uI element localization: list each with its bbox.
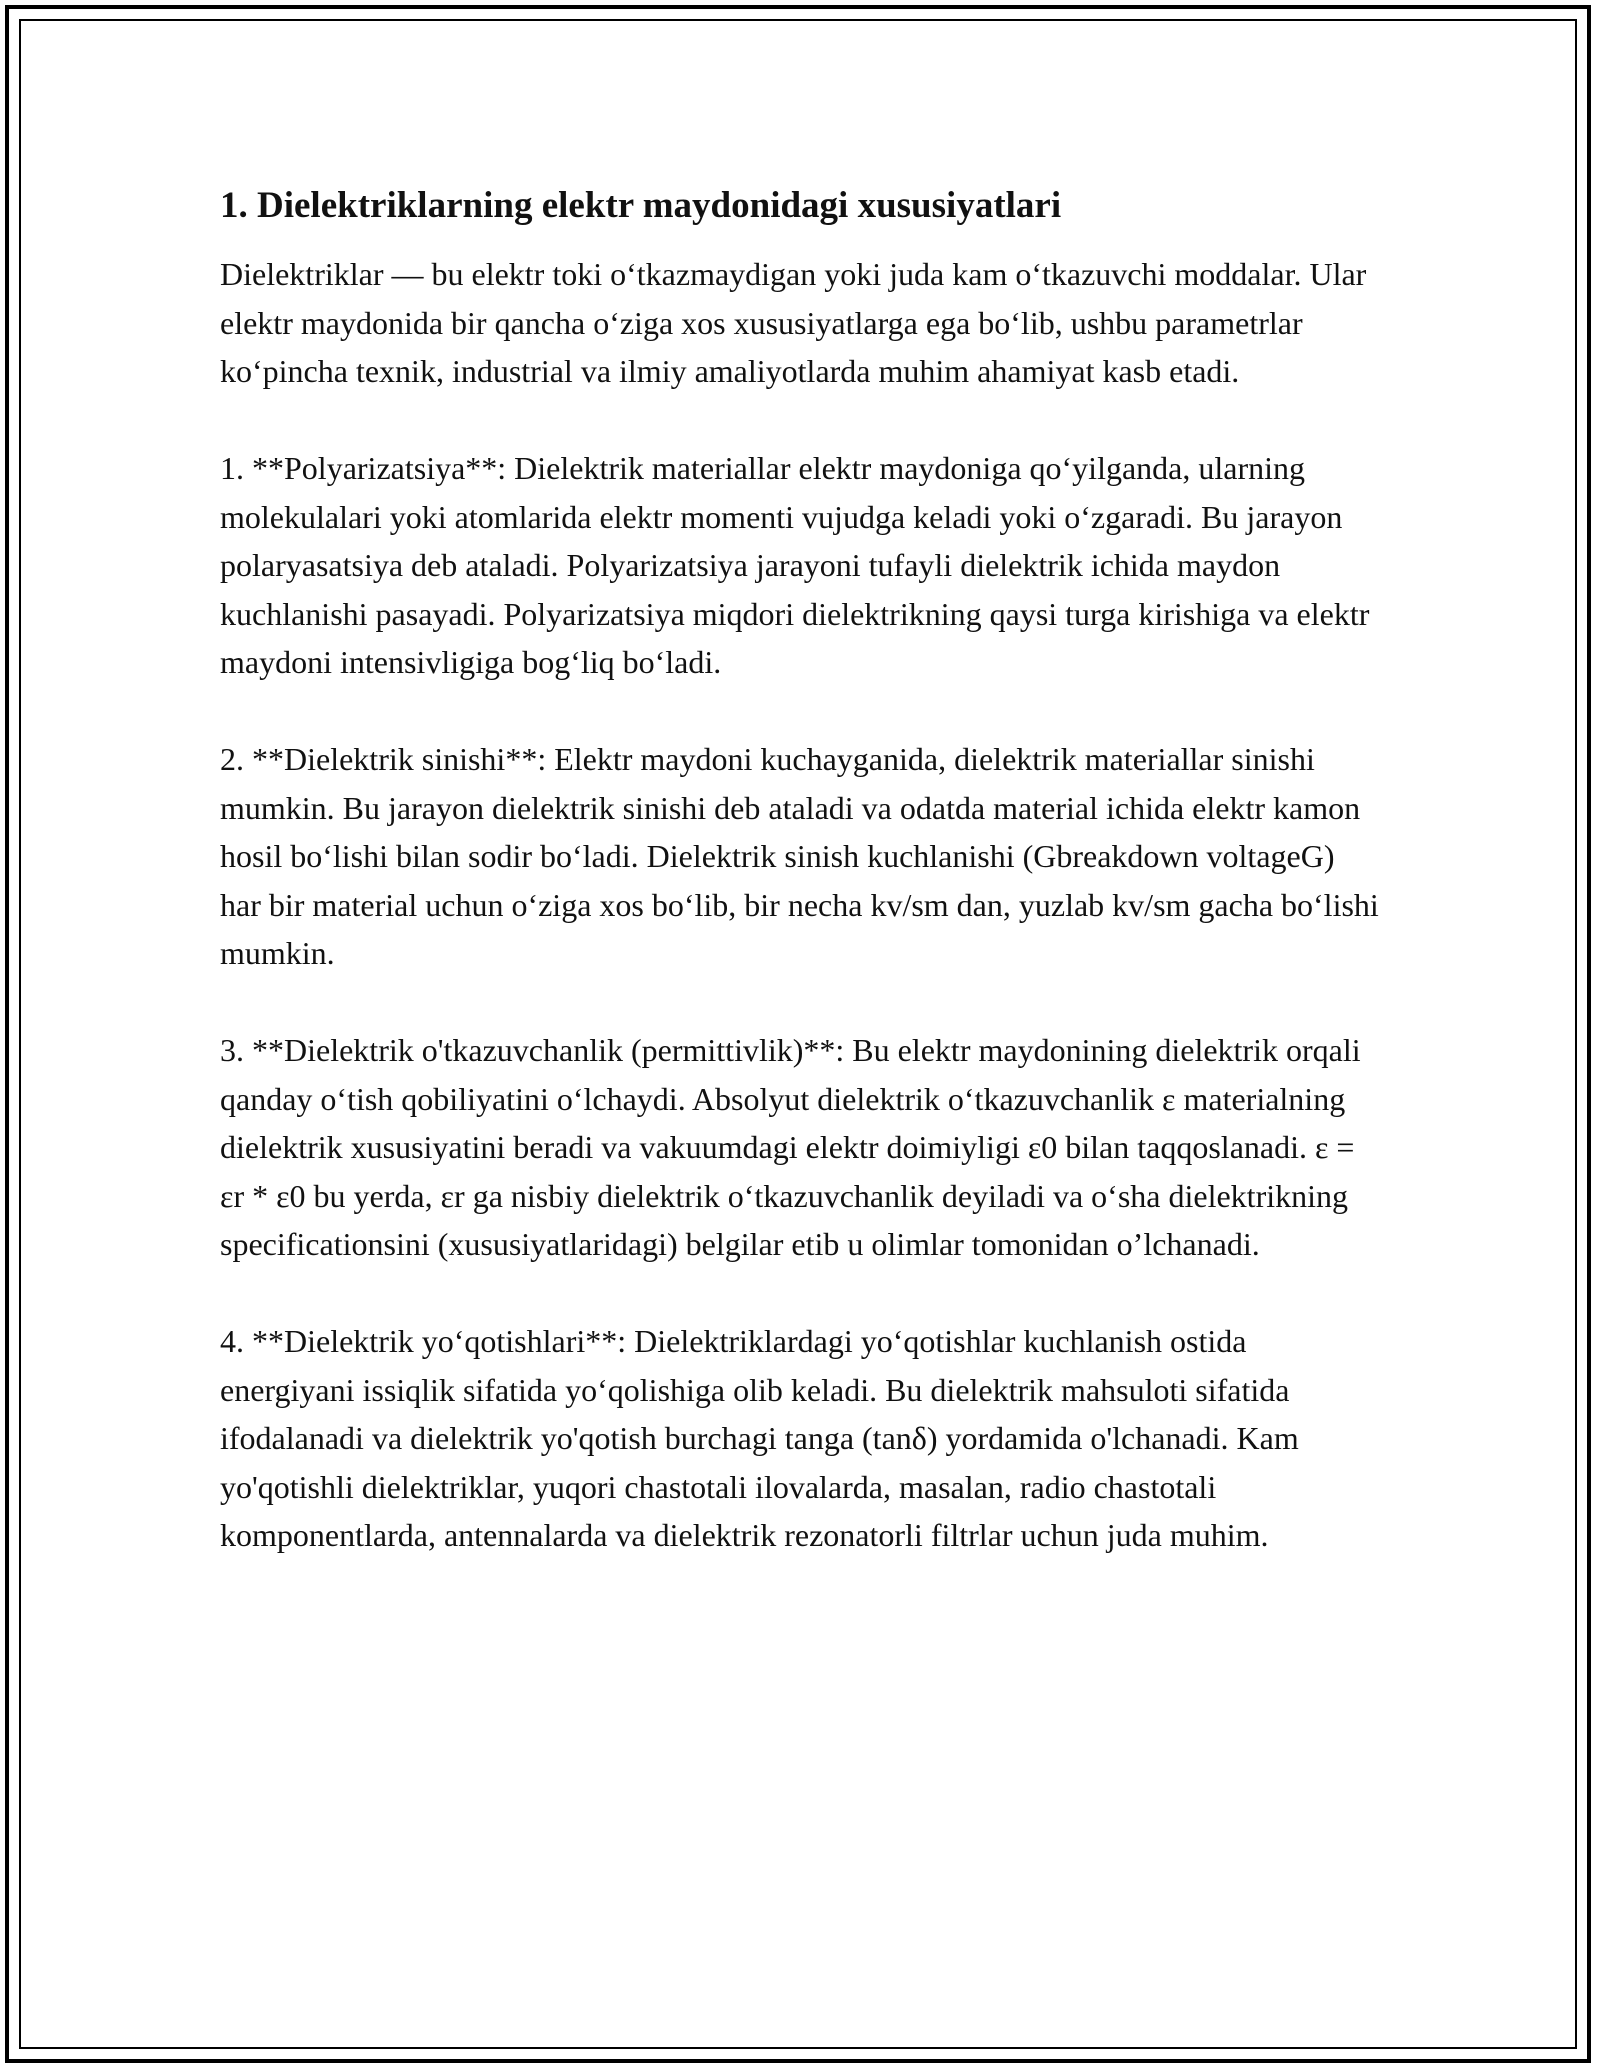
polarization-paragraph: 1. **Polyarizatsiya**: Dielektrik materiallar elektr maydoniga qo‘yilganda, ularning molekulalari yoki atomlarida elektr momenti vujudga keladi yoki o‘zgaradi. Bu jarayon polaryasatsiya deb ataladi. Polyarizatsiya jarayoni tufayli dielektrik ichida maydon kuchlanishi pasayadi. Polyarizatsiya miqdori dielektrikning qaysi turga kirishiga va elektr maydoni intensivligiga bog‘liq bo‘ladi. — [220, 450, 1370, 680]
breakdown-paragraph: 2. **Dielektrik sinishi**: Elektr maydoni kuchayganida, dielektrik materiallar sinishi mumkin. Bu jarayon dielektrik sinishi deb ataladi va odatda material ichida elektr kamon hosil bo‘lishi bilan sodir bo‘ladi. Dielektrik sinish kuchlanishi (Gbreakdown voltageG) har bir material uchun o‘ziga xos bo‘lib, bir necha kv/sm dan, yuzlab kv/sm gacha bo‘lishi mumkin. — [220, 741, 1379, 971]
permittivity-paragraph: 3. **Dielektrik o'tkazuvchanlik (permittivlik)**: Bu elektr maydonining dielektrik orqali qanday o‘tish qobiliyatini o‘lchaydi. Absolyut dielektrik o‘tkazuvchanlik ε materialning dielektrik xususiyatini beradi va vakuumdagi elektr doimiyligi ε0 bilan taqqoslanadi. ε = εr * ε0 bu yerda, εr ga nisbiy dielektrik o‘tkazuvchanlik deyiladi va o‘sha dielektrikning specificationsini (xususiyatlaridagi) belgilar etib u olimlar tomonidan o’lchanadi. — [220, 1032, 1361, 1262]
intro-paragraph: Dielektriklar — bu elektr toki o‘tkazmaydigan yoki juda kam o‘tkazuvchi moddalar. Ular elektr maydonida bir qancha o‘ziga xos xususiyatlarga ega bo‘lib, ushbu parametrlar ko‘pincha texnik, industrial va ilmiy amaliyotlarda muhim ahamiyat kasb etadi. — [220, 256, 1367, 389]
losses-paragraph: 4. **Dielektrik yo‘qotishlari**: Dielektriklardagi yo‘qotishlar kuchlanish ostida energiyani issiqlik sifatida yo‘qolishiga olib keladi. Bu dielektrik mahsuloti sifatida ifodalanadi va dielektrik yo'qotish burchagi tanga (tanδ) yordamida o'lchanadi. Kam yo'qotishli dielektriklar, yuqori chastotali ilovalarda, masalan, radio chastotali komponentlarda, antennalarda va dielektrik rezonatorli filtrlar uchun juda muhim. — [220, 1323, 1299, 1553]
document-title: 1. Dielektriklarning elektr maydonidagi xususiyatlari — [220, 185, 1062, 226]
document-body — [220, 182, 1380, 1608]
